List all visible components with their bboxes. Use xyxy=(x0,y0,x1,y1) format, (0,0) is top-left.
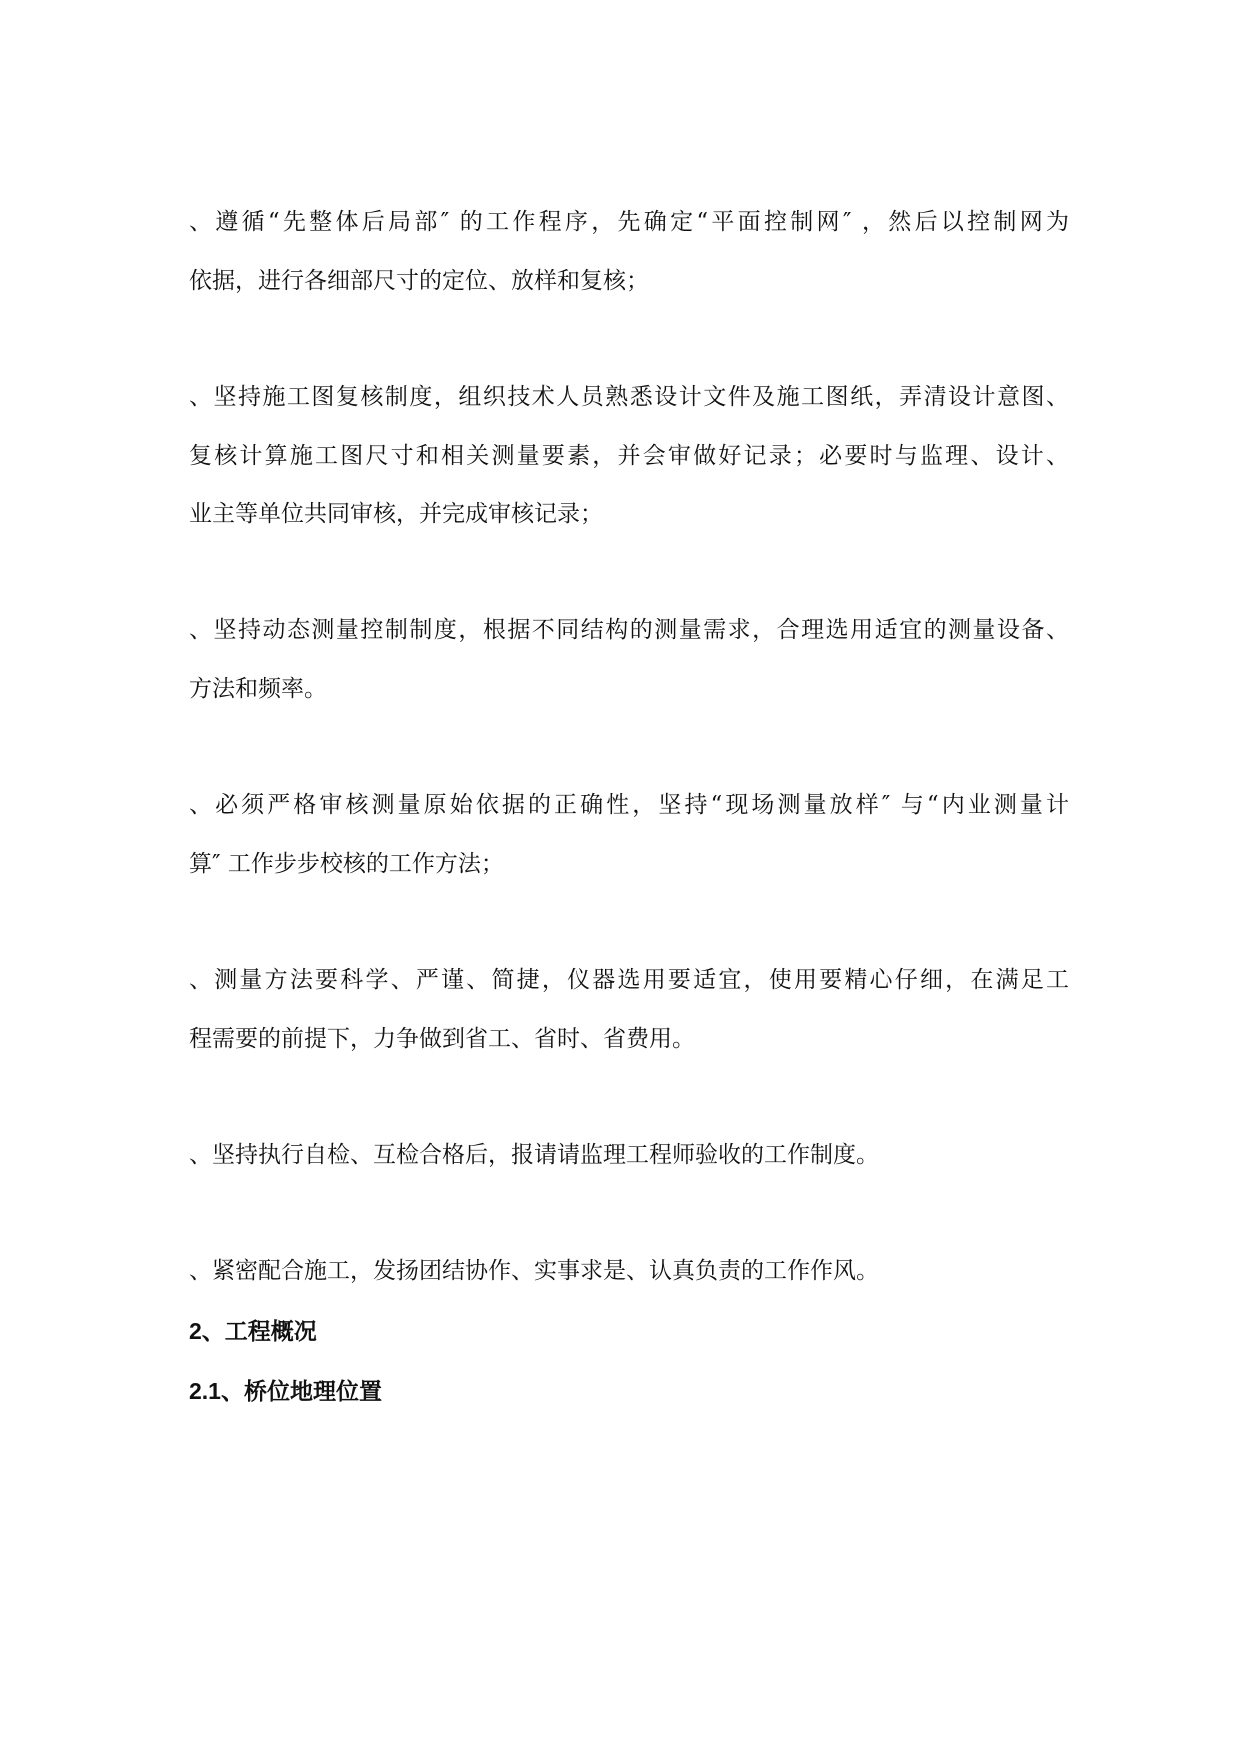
paragraph-3-line-2: 方法和频率。 xyxy=(189,676,327,702)
section-heading-2: 2、工程概况 xyxy=(189,1318,317,1344)
paragraph-2-line-3: 业主等单位共同审核，并完成审核记录； xyxy=(189,501,603,527)
section-heading-2-1: 2.1、桥位地理位置 xyxy=(189,1378,382,1404)
paragraph-2-line-1: 、坚持施工图复核制度，组织技术人员熟悉设计文件及施工图纸，弄清设计意图、 xyxy=(189,384,1069,410)
paragraph-7-line-1: 、紧密配合施工，发扬团结协作、实事求是、认真负责的工作作风。 xyxy=(189,1258,879,1284)
paragraph-1-line-1: 、遵循“先整体后局部″ 的工作程序，先确定“平面控制网″ ，然后以控制网为 xyxy=(189,209,1069,235)
paragraph-5-line-2: 程需要的前提下，力争做到省工、省时、省费用。 xyxy=(189,1026,695,1052)
paragraph-4-line-2: 算″ 工作步步校核的工作方法； xyxy=(189,851,504,877)
paragraph-5-line-1: 、测量方法要科学、严谨、简捷，仪器选用要适宜，使用要精心仔细，在满足工 xyxy=(189,967,1069,993)
paragraph-4-line-1: 、必须严格审核测量原始依据的正确性，坚持“现场测量放样″ 与“内业测量计 xyxy=(189,792,1069,818)
paragraph-3-line-1: 、坚持动态测量控制制度，根据不同结构的测量需求，合理选用适宜的测量设备、 xyxy=(189,617,1069,643)
paragraph-1-line-2: 依据，进行各细部尺寸的定位、放样和复核； xyxy=(189,268,649,294)
paragraph-6-line-1: 、坚持执行自检、互检合格后，报请请监理工程师验收的工作制度。 xyxy=(189,1142,879,1168)
paragraph-2-line-2: 复核计算施工图尺寸和相关测量要素，并会审做好记录；必要时与监理、设计、 xyxy=(189,443,1069,469)
